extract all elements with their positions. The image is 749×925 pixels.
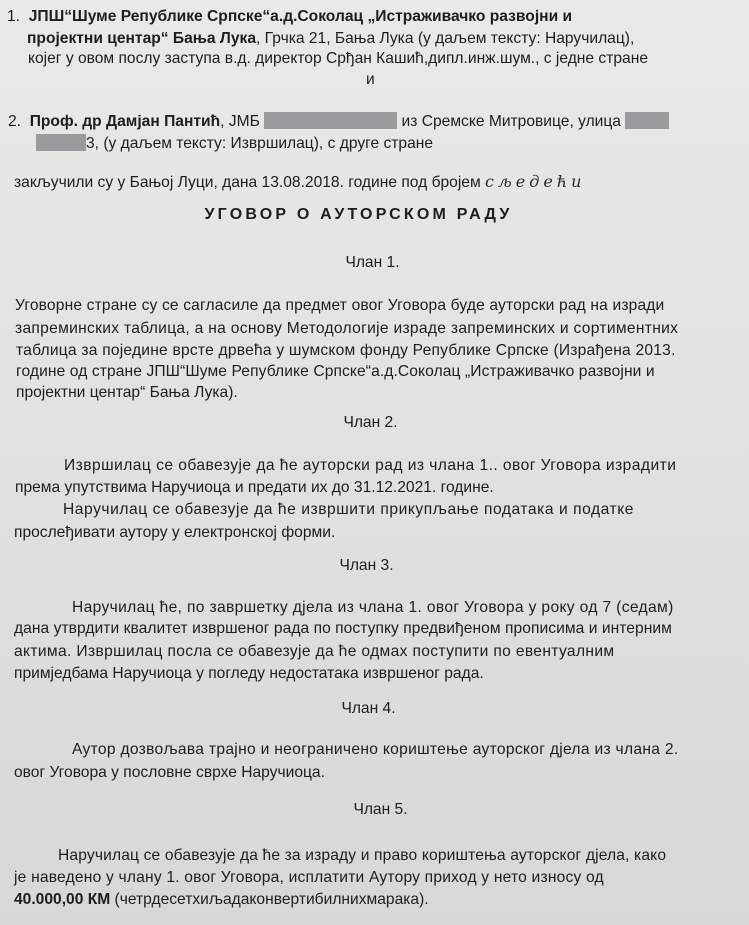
- article-4-heading: Члан 4.: [341, 700, 396, 717]
- article-1-heading: Члан 1.: [345, 254, 400, 271]
- party1-number: 1.: [7, 8, 21, 25]
- article-1-line: таблица за поједине врсте дрвећа у шумском фонду Републике Српске (Израђена 2013.: [16, 342, 676, 359]
- party1-address: , Грчка 21, Бања Лука (у даљем тексту: Наручилац),: [256, 30, 635, 47]
- article-2-line: према упутствима Наручиоца и предати их до 31.12.2021. године.: [15, 479, 494, 496]
- handwritten-number: сљедећи: [485, 172, 586, 191]
- article-5-line: је наведено у члану 1. овог Уговора, исплатити Аутору приход у нето износу од: [14, 869, 604, 886]
- redaction-jmb: [264, 112, 397, 129]
- redaction-street-number: [36, 134, 86, 151]
- article-4-line: Аутор дозвољава трајно и неограничено кориштење ауторског дјела из члана 2.: [72, 741, 679, 758]
- article-3-line: дана утврдити квалитет извршеног рада по поступку предвиђеном прописима и интерним: [14, 620, 672, 637]
- party2-city: из Сремске Митровице, улица: [401, 113, 621, 130]
- article-5-line: Наручилац се обавезује да ће за израду и право кориштења ауторског дјела, како: [58, 847, 667, 864]
- party2-name: Проф. др Дамјан Пантић: [29, 113, 221, 130]
- article-3-heading: Члан 3.: [339, 557, 394, 574]
- party2-line2: [36, 134, 433, 154]
- article-1-line: пројектни центар“ Бања Лука).: [16, 384, 238, 401]
- conjunction-and: [366, 70, 375, 90]
- article-2-line: Извршилац се обавезује да ће ауторски рад из члана 1.. овог Уговора израдити: [64, 457, 677, 474]
- contract-title: УГОВОР О АУТОРСКОМ РАДУ: [204, 206, 513, 223]
- party1-line2: [27, 29, 634, 49]
- payment-amount-words: (четрдесетхиљадаконвертибилнихмарака).: [110, 891, 429, 908]
- article-3-line: Наручилац ће, по завршетку дјела из члана 1. овог Уговора у року од 7 (седам): [72, 599, 674, 616]
- party2-role: 3, (у даљем тексту: Извршилац), с друге стране: [86, 135, 434, 152]
- article-5-heading: Члан 5.: [353, 801, 408, 818]
- article-4-line: овог Уговора у пословне сврхе Наручиоца.: [14, 764, 325, 781]
- article-3-line: примједбама Наручиоца у погледу недостатака извршеног рада.: [14, 665, 484, 682]
- article-3-line: актима. Извршилац посла се обавезује да ће одмах поступити по евентуалним: [14, 643, 615, 660]
- party1-name: ЈПШ“Шуме Републике Српске“а.д.Соколац „Истраживачко развојни и: [28, 8, 573, 25]
- article-5-amount-line: [14, 890, 429, 910]
- article-1-line: Уговорне стране су се сагласиле да предмет овог Уговора буде ауторски рад на изради: [15, 297, 665, 314]
- redaction-street: [625, 112, 669, 129]
- article-2-heading: Члан 2.: [343, 414, 398, 431]
- article-1-line: запреминских таблица, а на основу Методологије израде запреминских и сортиментних: [15, 320, 679, 337]
- party1-line1: [7, 7, 572, 27]
- party2-jmb-label: , ЈМБ: [220, 113, 260, 130]
- party1-center-name: пројектни центар“ Бања Лука: [27, 30, 257, 47]
- and-text: и: [366, 71, 375, 88]
- concluded-line: [14, 172, 585, 193]
- article-2-line: прослеђивати аутору у електронској форми.: [14, 524, 336, 541]
- party2-number: 2.: [8, 113, 22, 130]
- concluded-text: закључили су у Бањој Луци, дана 13.08.2018. године под бројем: [14, 174, 481, 191]
- party1-representative: којег у овом послу заступа в.д. директор Срђан Кашић,дипл.инж.шум., с једне стране: [28, 50, 648, 67]
- party2-line1: [8, 112, 669, 132]
- article-1-line: године од стране ЈПШ“Шуме Републике Српске“а.д.Соколац „Истраживачко развојни и: [16, 363, 655, 380]
- party1-line3: [28, 49, 648, 69]
- payment-amount: 40.000,00 КМ: [14, 891, 111, 908]
- article-2-line: Наручилац се обавезује да ће извршити прикупљање података и податке: [63, 501, 634, 518]
